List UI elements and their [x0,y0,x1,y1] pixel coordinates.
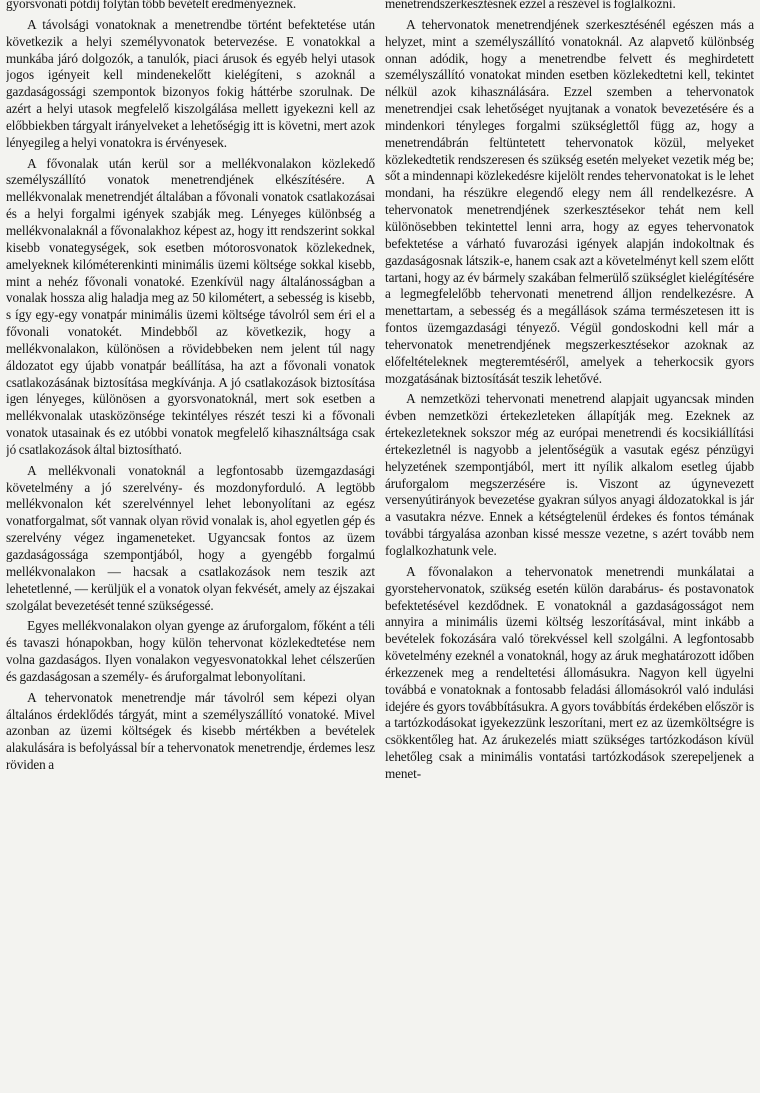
paragraph: gyorsvonati pótdíj folytán több bevételt eredményeznek. [6,0,297,11]
paragraph: A tehervonatok menetrendje már távolról sem képezi olyan általános érdeklődés tárgyát, mint a személyszállító vonatoké. Mivel azonban az üzemi költségek és kisebb mértékben a bevételek alakulására is befolyással bír a tehervonatok menetrendje, érdemes lesz röviden a [6,689,375,773]
right-column [385,0,754,1093]
paragraph: A tehervonatok menetrendjének szerkesztésénél egészen más a helyzet, mint a személyszállító vonatoknál. Az alapvető különbség onnan adódik, hogy a menetrendbe felvett és meghirdetett személyszállító vonatokat minden esetben közlekedtetni kell, tekintet nélkül azok kihasználására. Ezzel szemben a tehervonatok menetrendjei csak lehetőséget nyujtanak a vonatok bevezetésére és a mindenkori tényleges forgalmi szükséglettől függ az, hogy a menetrendábrán feltüntetett tehervonatok közül, melyeket közlekedtetik rendszeresen és szükség esetén melyeket vezetik még be; sőt a mindennapi közlekedésre kijelölt rendes tehervonatokat is le lehet mondani, ha részükre elegendő elegy nem áll rendelkezésre. A tehervonatok menetrendjének szerkesztésekor tehát nem kell különösebben tekintettel lenni arra, hogy az egyes tehervonatok befektetése a várható fuvarozási igények alapján indokoltnak és gazdaságosnak látszik-e, hanem csak azt a követelményt kell szem előtt tartani, hogy az év bármely szakában felmerülő szükséglet kielégítésére a legmegfelelőbb tehervonati menetrend álljon rendelkezésre. A menettartam, a sebesség és a megállások száma természetesen itt is fontos üzemgazdasági tényező. Végül gondoskodni kell már a tehervonatok menetrendjének megszerkesztésekor azoknak az előfeltételeknek megteremtéséről, amelyek a teherkocsik gyors mozgatásának biztosítását teszik lehetővé. [385,16,754,386]
paragraph: A fővonalakon a tehervonatok menetrendi munkálatai a gyorstehervonatok, szükség esetén külön darabárus- és postavonatok befektetésével kezdődnek. E vonatoknál a gazdaságosságot nem annyira a minimális üzemi költség leszorításával, mint inkább a bevételek fokozására való törekvéssel kell szolgálni. A legfontosabb követelmény ezeknél a vonatoknál, hogy az áruk meghatározott időben érkezzenek meg a rendeltetési állomásukra. Nagyon kell ügyelni továbbá e vonatoknak a fontosabb feladási állomásokról való indulási idejére és gyors továbbításukra. A gyors továbbítás érdekében először is a tartózkodásokat igyekezzünk leszorítani, mert ez az üzemköltségre is csökkentőleg hat. Az árukezelés miatt szükséges tartózkodáson kívül lehetőleg csak a minimális vontatási tartózkodások szerepeljenek a menet- [385,563,754,781]
paragraph: A mellékvonali vonatoknál a legfontosabb üzemgazdasági követelmény a jó szerelvény- és mozdonyforduló. A legtöbb mellékvonalon két szerelvénnyel lehet lebonyolítani az egész vonatforgalmat, sőt vannak olyan rövid vonalak is, ahol egyetlen gép és szerelvény végez ingameneteket. Ugyancsak fontos az üzem gazdaságossága szempontjából, hogy a gyengébb forgalmú mellékvonalakon — hacsak a csatlakozások nem teszik azt lehetetlenné, — kerüljük el a vonatok olyan fekvését, amely az éjszakai szolgálat bevezetését tenné szükségessé. [6,462,375,613]
paragraph: A fővonalak után kerül sor a mellékvonalakon közlekedő személyszállító vonatok menetrendjének elkészítésére. A mellékvonalak menetrendjét általában a fővonali vonatok csatlakozásai és a helyi forgalmi igények szabják meg. Lényeges különbség a mellékvonalaknál a fővonalakhoz képest az, hogy itt rendszerint sokkal kisebb vonategységek, sok esetben mótorosvonatok közlekednek, amelyeknek kilóméterenkinti minimális üzemi költsége sokkal kisebb, mint a nehéz fővonali vonatoké. Ezenkívül nagy általánosságban a vonalak hossza alig haladja meg az 50 kilométert, a sebesség is kisebb, s így egy-egy vonatpár minimális üzemi költsége távolról sem éri el a fővonali vonatokét. Mindebből az következik, hogy a mellékvonalakon, különösen a rövidebbeken nem jelent túl nagy áldozatot egy újabb vonatpár beállítása, ha azt a fővonali vonatok csatlakozásának biztosítása megkívánja. A jó csatlakozások biztosítása igen lényeges, különösen a gyorsvonatoknál, mert sok esetben a mellékvonalak utasközönsége tekintélyes részét teszi ki a fővonali vonatok utasainak és ez utóbbi vonatok megfelelő kihasználtsága csak jó csatlakozások által biztosítható. [6,155,375,457]
paragraph: A nemzetközi tehervonati menetrend alapjait ugyancsak minden évben nemzetközi értekezleteken állapítják meg. Ezeknek az értekezleteknek sokszor még az európai menetrendi és kocsikiállítási értekezletnél is nagyobb a jelentőségük a vasutak egész pénzügyi helyzetének szempontjából, mert itt nyílik alkalom esetleg újabb áruforgalom megszerzésére is. Viszont az úgynevezett versenyútirányok bevezetése gyakran súlyos anyagi áldozatokkal is jár a vasutakra nézve. Ennek a kétségtelenül érdekes és fontos témának további tárgyalása azonban kissé messze vezetne, s azért tovább nem foglalkozhatunk vele. [385,391,754,558]
paragraph: Egyes mellékvonalakon olyan gyenge az áruforgalom, főként a téli és tavaszi hónapokban, hogy külön tehervonat közlekedtetése nem volna gazdaságos. Ilyen vonalakon vegyesvonatokkal lehet célszerűen és gazdaságosan a személy- és áruforgalmat lebonyolítani. [6,618,375,684]
paragraph: A távolsági vonatoknak a menetrendbe történt befektetése után következik a helyi személyvonatok betervezése. E vonatokkal a munkába járó dolgozók, a tanulók, piaci árusok és egyéb helyi utasok jogos igényeit kell mindenekelőtt kielégíteni, s azoknál a gazdaságossági szempontok bizonyos fokig háttérbe szorulnak. De azért a helyi utasok megfelelő kiszolgálása mellett igyekezni kell az előbbiekben tárgyalt irányelveket a lehetőségig itt is követni, mert azok lényegileg a helyi vonatokra is érvényesek. [6,16,375,150]
left-column [6,0,375,1093]
paragraph: menetrendszerkesztésnek ezzel a részével is foglalkozni. [385,0,676,11]
